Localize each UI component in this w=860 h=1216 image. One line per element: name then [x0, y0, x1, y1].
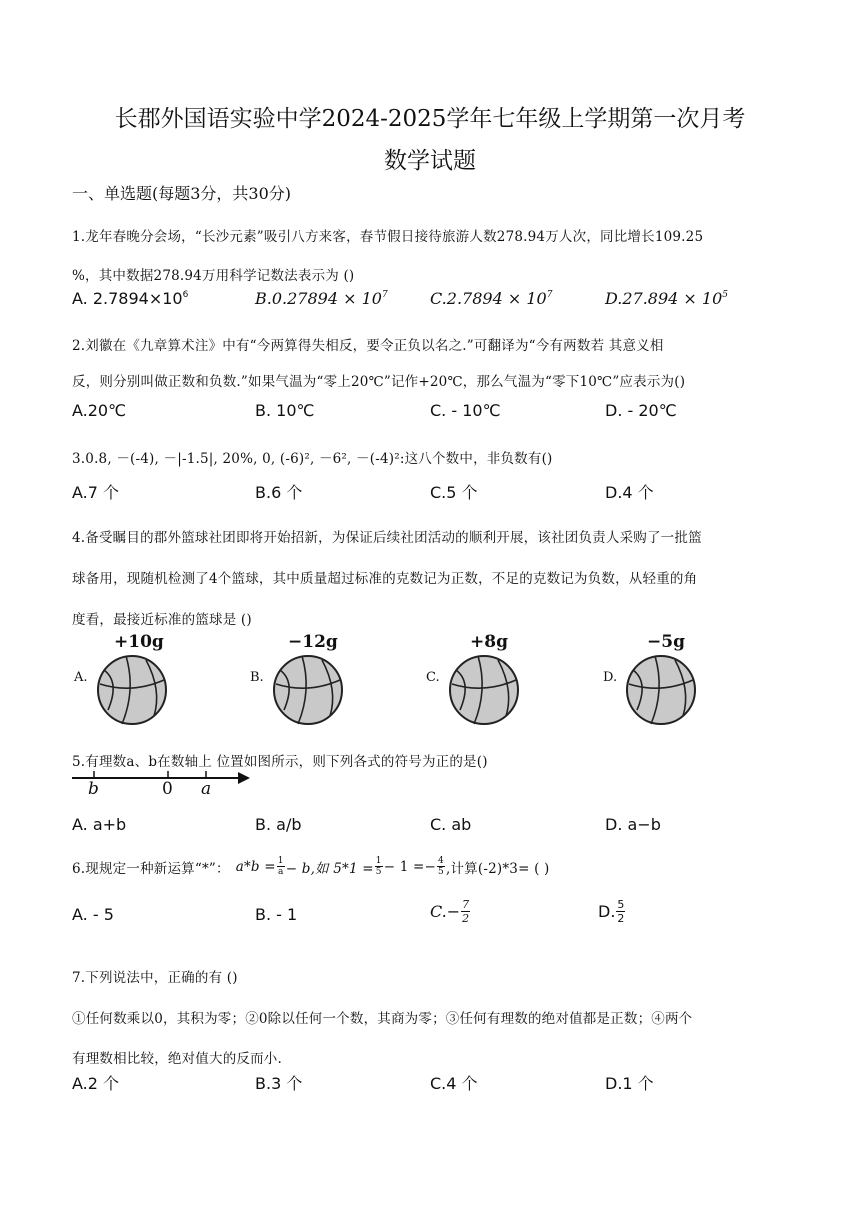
q7-option-a: A.2 个 [72, 1074, 120, 1093]
q5-option-d: D. a−b [605, 815, 661, 834]
q6-text-line1: 6.现规定一种新运算“*”： a*b = $\frac{1}{a}$ − b,如 5*1 = $\frac{1}{5}$ − 1 =− $\frac{4}{5}$ ,计算(-2)*3= ( ) [72, 856, 550, 877]
q5-text-line1: 5.有理数a、b在数轴上 位置如图所示，则下列各式的符号为正的是() [72, 754, 488, 770]
q3-option-c: C.5 个 [430, 483, 478, 502]
q3-option-b: B.6 个 [255, 483, 303, 502]
q2-text-line1: 2.刘徽在《九章算术注》中有“今两算得失相反，要令正负以名之.”可翻译为“今有两数若 其意义相 [72, 338, 664, 354]
q2-option-c: C. - 10℃ [430, 401, 501, 420]
q1-option-b: $B.0.27894 \times 10^7$ [255, 289, 388, 308]
q5-option-c: C. ab [430, 815, 472, 834]
q6-option-b: B. - 1 [255, 905, 298, 924]
basketball-icon [625, 654, 697, 726]
q7-text-line1: 7.下列说法中，正确的有 () [72, 970, 238, 986]
q1-text-line2: %，其中数据278.94万用科学记数法表示为 () [72, 268, 355, 284]
q7-option-c: C.4 个 [430, 1074, 478, 1093]
q1-text-line1: 1.龙年春晚分会场，“长沙元素”吸引八方来客，春节假日接待旅游人数278.94万人次，同比增长109.25 [72, 229, 704, 245]
basketball-b: −12g B. [250, 632, 380, 724]
basketball-icon [96, 654, 168, 726]
basketball-c: +8g C. [426, 632, 556, 724]
section-heading: 一、单选题(每题3分，共30分) [72, 184, 292, 203]
q6-option-c: C.− $\frac{7}{2}$ [430, 898, 470, 925]
q1-option-d: $D.27.894 \times 10^5$ [605, 289, 728, 308]
q4-text-line1: 4.备受瞩目的郡外篮球社团即将开始招新，为保证后续社团活动的顺利开展，该社团负责人采购了一批篮 [72, 530, 702, 546]
q7-text-line3: 有理数相比较，绝对值大的反而小. [72, 1051, 282, 1067]
q2-text-line2: 反，则分别叫做正数和负数.”如果气温为“零上20℃”记作+20℃，那么气温为“零下10℃”应表示为() [72, 374, 686, 390]
q3-option-a: A.7 个 [72, 483, 120, 502]
q6-option-a: A. - 5 [72, 905, 114, 924]
basketball-icon [448, 654, 520, 726]
basketball-icon [272, 654, 344, 726]
q7-option-d: D.1 个 [605, 1074, 654, 1093]
exam-subtitle: 数学试题 [384, 148, 476, 174]
q5-option-a: A. a+b [72, 815, 127, 834]
basketball-a: +10g A. [74, 632, 204, 724]
q3-option-d: D.4 个 [605, 483, 654, 502]
q6-option-d: D. $\frac{5}{2}$ [598, 898, 625, 925]
q2-option-a: A.20℃ [72, 401, 127, 420]
axis-label-zero: 0 [162, 779, 173, 799]
q1-option-c: $C.2.7894 \times 10^7$ [430, 289, 553, 308]
basketball-d: −5g D. [603, 632, 733, 724]
q1-option-a: A. $2.7894\times 10^6$ [72, 289, 189, 308]
q4-text-line2: 球备用，现随机检测了4个篮球，其中质量超过标准的克数记为正数，不足的克数记为负数，从轻重的角 [72, 571, 698, 587]
q3-text-line1: 3.0.8, －(-4), －|-1.5|, 20%, 0, (-6)², －6², －(-4)²:这八个数中，非负数有() [72, 451, 553, 467]
q4-text-line3: 度看，最接近标准的篮球是 () [72, 612, 252, 628]
exam-title: 长郡外国语实验中学2024-2025学年七年级上学期第一次月考 [114, 106, 746, 132]
axis-label-b: b [88, 779, 99, 799]
q7-text-line2: ①任何数乘以0，其积为零；②0除以任何一个数，其商为零；③任何有理数的绝对值都是正数；④两个 [72, 1011, 693, 1027]
q7-option-b: B.3 个 [255, 1074, 303, 1093]
axis-label-a: a [201, 779, 212, 799]
q5-option-b: B. a/b [255, 815, 302, 834]
q2-option-b: B. 10℃ [255, 401, 315, 420]
q2-option-d: D. - 20℃ [605, 401, 677, 420]
